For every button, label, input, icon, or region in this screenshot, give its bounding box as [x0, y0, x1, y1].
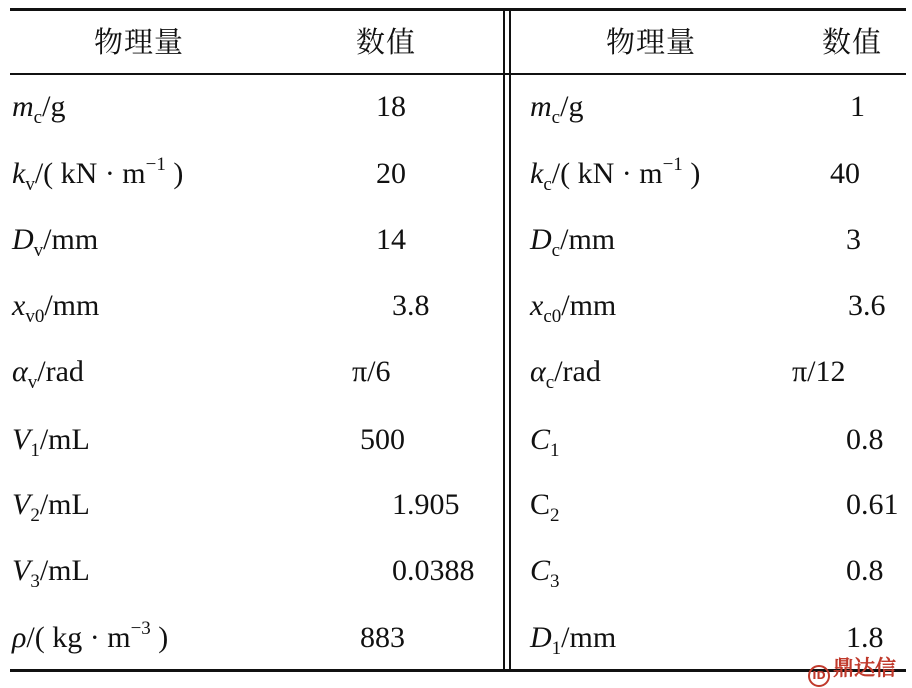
- left-value-6: 500: [360, 423, 405, 456]
- quantity-subscript: c: [33, 107, 43, 128]
- quantity-unit: /( kg · m: [26, 621, 131, 654]
- quantity-symbol: V: [12, 554, 31, 587]
- right-value-8: 0.8: [846, 554, 884, 587]
- quantity-unit: /rad: [554, 355, 601, 388]
- quantity-unit: /mm: [43, 223, 99, 256]
- column-divider-left: [503, 8, 505, 672]
- right-value-5: π/12: [792, 355, 846, 388]
- left-quantity-7: [12, 488, 90, 526]
- left-value-1: 18: [376, 90, 406, 123]
- right-quantity-9: [530, 621, 617, 659]
- unit-close-paren: ): [682, 157, 701, 190]
- quantity-unit: /mm: [44, 289, 100, 322]
- quantity-subscript: 1: [550, 440, 560, 461]
- quantity-symbol: k: [12, 157, 26, 190]
- header-left-quantity: 物理量: [94, 25, 185, 59]
- quantity-unit: /mL: [39, 423, 90, 456]
- quantity-subscript: v: [25, 174, 35, 195]
- right-quantity-7: [530, 488, 560, 526]
- right-value-7: 0.61: [846, 488, 899, 521]
- quantity-subscript: v: [27, 372, 38, 393]
- quantity-subscript: c: [545, 372, 555, 393]
- quantity-subscript: 2: [550, 505, 560, 526]
- quantity-symbol: D: [12, 223, 34, 256]
- quantity-subscript: 1: [551, 638, 562, 659]
- quantity-subscript: v0: [25, 306, 45, 327]
- top-rule: [10, 8, 906, 11]
- column-divider-right: [509, 8, 511, 672]
- right-quantity-3: [530, 223, 616, 261]
- quantity-subscript: 3: [550, 571, 560, 592]
- right-value-9: 1.8: [846, 621, 884, 654]
- quantity-symbol: V: [12, 423, 31, 456]
- unit-close-paren: ): [150, 621, 169, 654]
- left-value-9: 883: [360, 621, 405, 654]
- left-quantity-8: [12, 554, 90, 592]
- quantity-unit: /mm: [561, 289, 617, 322]
- unit-exponent: −1: [662, 154, 683, 175]
- quantity-subscript: 3: [30, 571, 40, 592]
- left-quantity-6: [12, 423, 90, 461]
- quantity-unit: /( kN · m: [551, 157, 663, 190]
- quantity-unit: /( kN · m: [34, 157, 146, 190]
- right-value-4: 3.6: [848, 289, 886, 322]
- quantity-symbol: ρ: [12, 621, 27, 654]
- quantity-symbol: x: [12, 289, 26, 322]
- quantity-symbol: D: [530, 223, 552, 256]
- quantity-symbol: m: [12, 90, 34, 123]
- right-quantity-8: [530, 554, 560, 592]
- unit-exponent: −1: [145, 154, 166, 175]
- right-value-6: 0.8: [846, 423, 884, 456]
- unit-close-paren: ): [165, 157, 184, 190]
- quantity-symbol: m: [530, 90, 552, 123]
- quantity-unit: /g: [42, 90, 66, 123]
- left-quantity-9: [12, 618, 169, 655]
- quantity-subscript: 2: [30, 505, 40, 526]
- left-quantity-2: [12, 154, 184, 195]
- left-quantity-5: [12, 355, 84, 393]
- right-quantity-2: [530, 154, 701, 195]
- quantity-subscript: c: [551, 240, 561, 261]
- header-left-value: 数值: [356, 25, 417, 59]
- right-quantity-5: [530, 355, 601, 393]
- quantity-subscript: c0: [543, 306, 562, 327]
- quantity-symbol: V: [12, 488, 31, 521]
- quantity-unit: /rad: [37, 355, 84, 388]
- right-value-2: 40: [830, 157, 860, 190]
- quantity-subscript: 1: [30, 440, 40, 461]
- quantity-subscript: c: [543, 174, 552, 195]
- left-value-8: 0.0388: [392, 554, 475, 587]
- header-right-quantity: 物理量: [606, 25, 697, 59]
- bottom-rule: [10, 669, 906, 672]
- right-quantity-6: [530, 423, 560, 461]
- quantity-symbol: C: [530, 423, 551, 456]
- right-quantity-1: [530, 90, 584, 128]
- left-quantity-3: [12, 223, 99, 261]
- quantity-subscript: c: [551, 107, 561, 128]
- unit-exponent: −3: [130, 618, 151, 639]
- right-value-3: 3: [846, 223, 861, 256]
- watermark-logo: [808, 652, 896, 687]
- quantity-symbol: x: [530, 289, 544, 322]
- left-value-3: 14: [376, 223, 406, 256]
- left-value-5: π/6: [352, 355, 391, 388]
- quantity-symbol: α: [12, 355, 28, 388]
- quantity-symbol: D: [530, 621, 552, 654]
- quantity-unit: /mL: [39, 554, 90, 587]
- quantity-unit: /mL: [39, 488, 90, 521]
- header-rule: [10, 73, 906, 75]
- quantity-unit: /mm: [560, 223, 616, 256]
- right-value-1: 1: [850, 90, 865, 123]
- watermark-text: 鼎达信: [833, 656, 896, 680]
- right-quantity-4: [530, 289, 617, 327]
- quantity-subscript: v: [33, 240, 44, 261]
- quantity-symbol: C: [530, 488, 551, 521]
- quantity-symbol: C: [530, 554, 551, 587]
- quantity-symbol: α: [530, 355, 546, 388]
- header-right-value: 数值: [822, 25, 883, 59]
- watermark-badge-icon: ID: [808, 665, 830, 687]
- quantity-unit: /g: [560, 90, 584, 123]
- quantity-symbol: k: [530, 157, 544, 190]
- quantity-unit: /mm: [561, 621, 617, 654]
- left-value-7: 1.905: [392, 488, 460, 521]
- left-value-4: 3.8: [392, 289, 430, 322]
- left-value-2: 20: [376, 157, 406, 190]
- left-quantity-1: [12, 90, 66, 128]
- left-quantity-4: [12, 289, 100, 327]
